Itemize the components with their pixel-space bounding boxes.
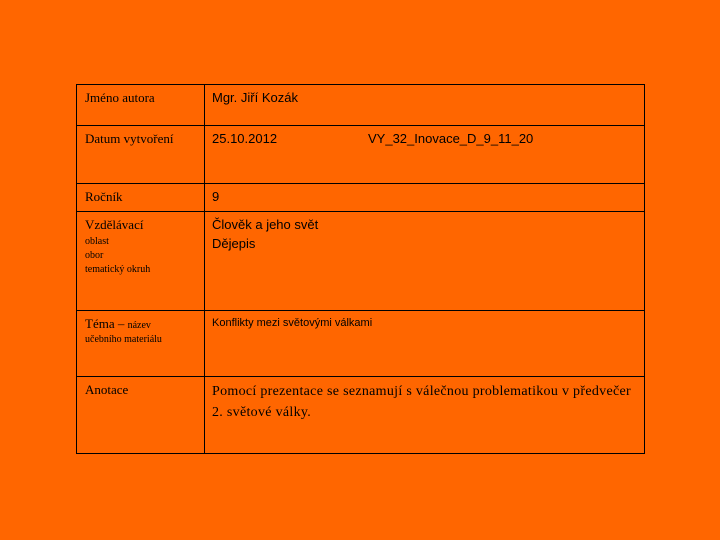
topic-value: Konflikty mezi světovými válkami bbox=[212, 317, 373, 329]
education-label: Vzdělávací bbox=[85, 217, 144, 232]
grade-value: 9 bbox=[212, 189, 220, 204]
topic-sub-label: učebního materiálu bbox=[85, 334, 162, 345]
table-row-created bbox=[77, 126, 645, 184]
created-label: Datum vytvoření bbox=[85, 131, 174, 146]
created-value-block bbox=[205, 126, 644, 186]
created-date: 25.10.2012 bbox=[212, 131, 278, 146]
topic-label-small: název bbox=[127, 320, 151, 331]
table-row-author bbox=[77, 85, 645, 126]
annotation-value: Pomocí prezentace se seznamují s válečnou problematikou v předvečer 2. světové války. bbox=[212, 384, 631, 420]
education-sub-area: oblast bbox=[85, 236, 109, 247]
material-code: VY_32_Inovace_D_9_11_20 bbox=[368, 131, 534, 146]
education-area-value: Člověk a jeho svět bbox=[212, 217, 319, 232]
table-row-grade bbox=[77, 184, 645, 212]
label-cell bbox=[77, 126, 205, 184]
value-cell bbox=[205, 184, 645, 212]
education-label-block bbox=[77, 212, 204, 277]
author-value: Mgr. Jiří Kozák bbox=[212, 90, 298, 105]
grade-label: Ročník bbox=[85, 189, 123, 204]
topic-label-block bbox=[77, 311, 204, 347]
education-sub-field: obor bbox=[85, 250, 104, 261]
value-cell bbox=[205, 377, 645, 454]
topic-label: Téma – bbox=[85, 316, 128, 331]
value-cell bbox=[205, 212, 645, 311]
label-cell bbox=[77, 184, 205, 212]
label-cell bbox=[77, 85, 205, 126]
education-value-block bbox=[205, 212, 644, 313]
value-cell bbox=[205, 311, 645, 377]
value-cell bbox=[205, 85, 645, 126]
education-field-value: Dějepis bbox=[212, 236, 256, 251]
author-label: Jméno autora bbox=[85, 90, 155, 105]
label-cell bbox=[77, 212, 205, 311]
annotation-label: Anotace bbox=[85, 382, 129, 397]
label-cell bbox=[77, 311, 205, 377]
metadata-table bbox=[76, 84, 645, 454]
label-cell bbox=[77, 377, 205, 454]
table-row-education bbox=[77, 212, 645, 311]
table-row-annotation bbox=[77, 377, 645, 454]
value-cell bbox=[205, 126, 645, 184]
table-row-topic bbox=[77, 311, 645, 377]
education-sub-topic: tematický okruh bbox=[85, 264, 151, 275]
